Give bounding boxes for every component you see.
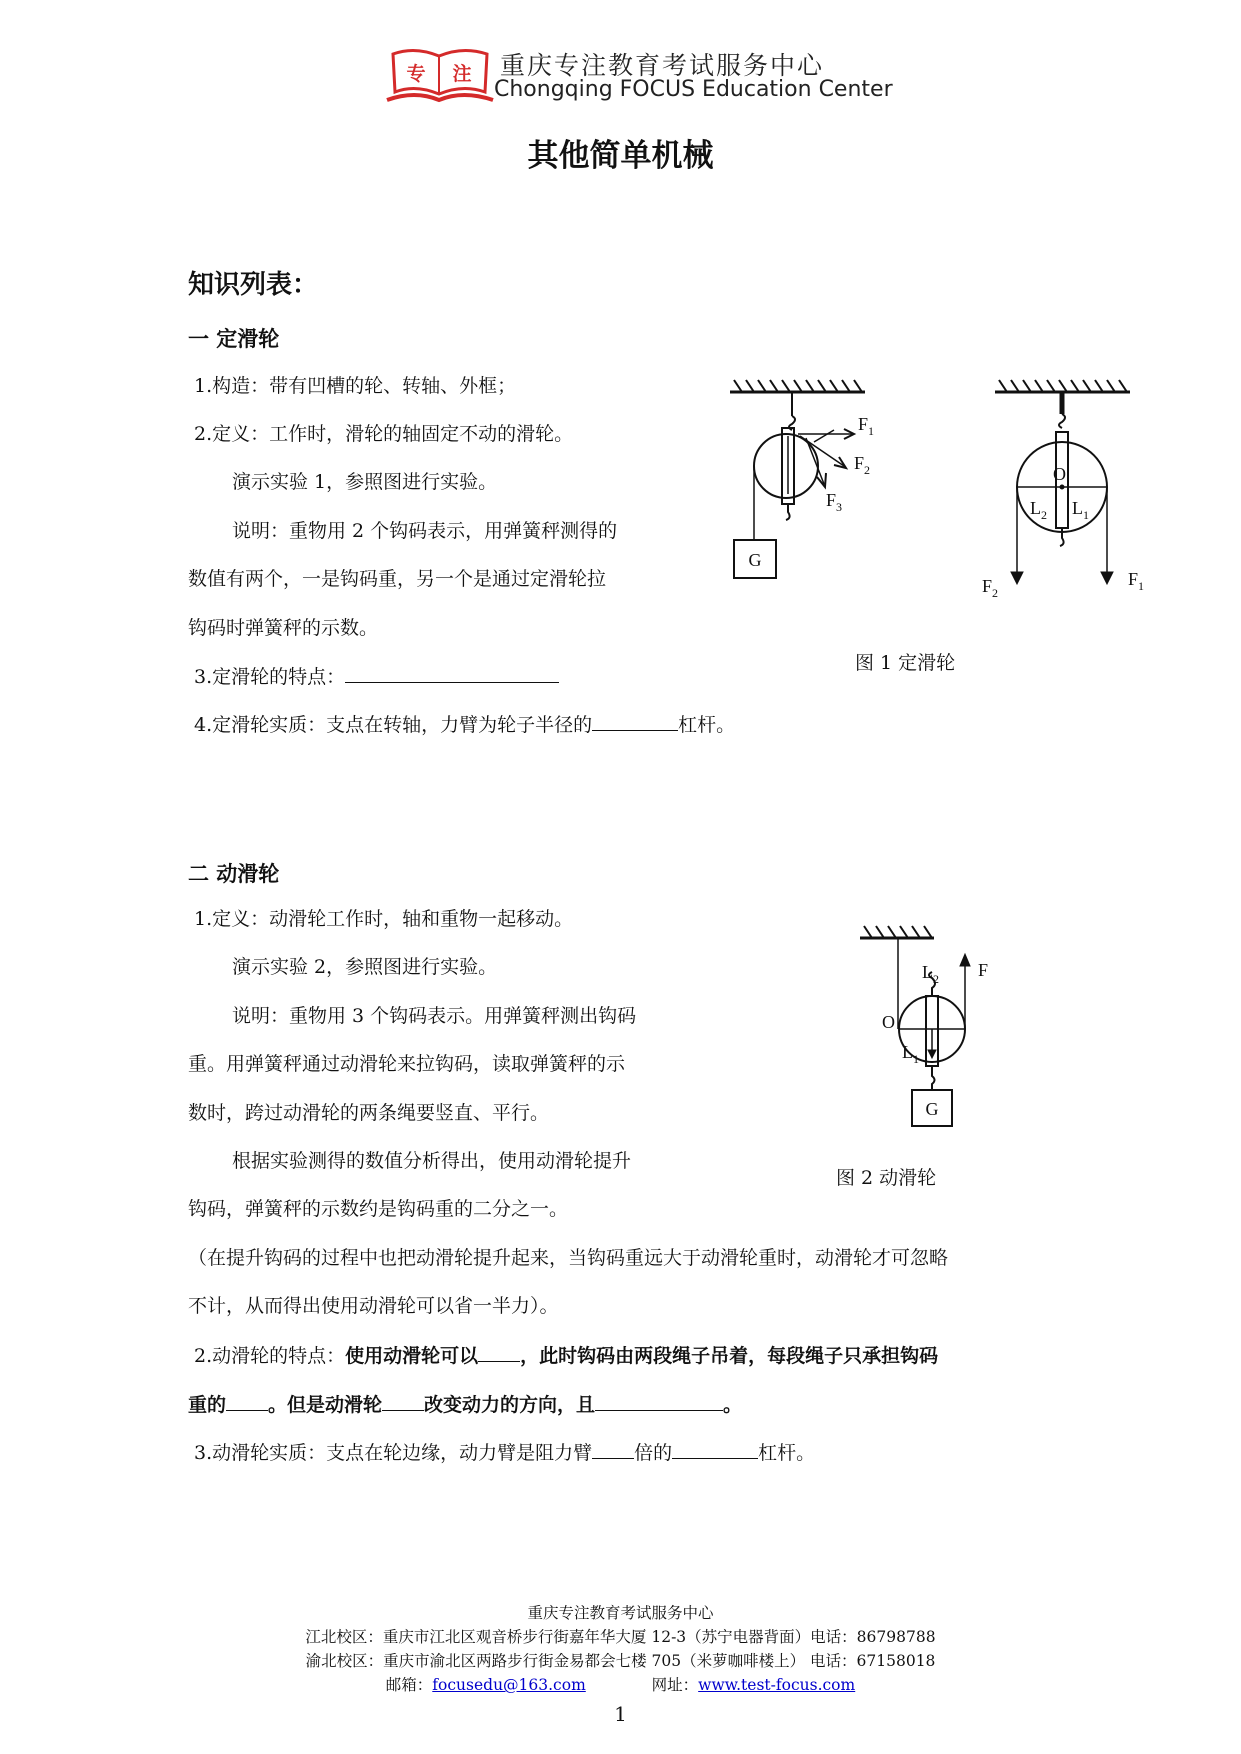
logo-glyph-1: 专 [406, 63, 426, 85]
svg-text:F2: $F_2$ [982, 576, 999, 600]
fill-blank[interactable] [345, 664, 559, 683]
svg-text:L2: $L_2$ [922, 962, 939, 986]
figure-2-movable-pulley [850, 916, 1010, 1136]
logo-glyph-2: 注 [452, 63, 472, 85]
fixed-pulley-heading: 一 定滑轮 [188, 327, 280, 351]
ceiling-right [995, 380, 1130, 392]
footer-campus-jiangbei: 江北校区：重庆市江北区观音桥步行街嘉年华大厦 12-3（苏宁电器背面）电话：86798788 [305, 1628, 936, 1646]
page-number: 1 [614, 1702, 627, 1726]
section-heading: 知识列表： [188, 270, 319, 300]
movable-line-9: 不计，从而得出使用动滑轮可以省一半力）。 [188, 1295, 559, 1317]
ceiling [860, 926, 934, 938]
footer-campus-yubei: 渝北校区：重庆市渝北区两路步行街金易都会七楼 705（米萝咖啡楼上） 电话：67158018 [305, 1652, 936, 1670]
fixed-essence-line [194, 712, 735, 737]
fixed-line-2: 2.定义：工作时，滑轮的轴固定不动的滑轮。 [194, 423, 574, 445]
movable-feature-line-1: 2.动滑轮的特点：使用动滑轮可以 ，此时钩码由两段绳子吊着，每段绳子只承担钩码 [194, 1345, 939, 1367]
fill-blank[interactable] [592, 1440, 634, 1459]
fixed-line-4: 说明：重物用 2 个钩码表示，用弹簧秤测得的 [232, 520, 618, 542]
svg-text:O: O [882, 1012, 895, 1032]
movable-feature-line-2: 重的 。但是动滑轮 改变动力的方向，且 。 [188, 1394, 743, 1416]
svg-text:O: O [1053, 464, 1066, 484]
movable-essence-prefix: 3.动滑轮实质：支点在轮边缘，动力臂是阻力臂 [194, 1442, 593, 1464]
movable-line-8: （在提升钩码的过程中也把动滑轮提升起来，当钩码重远大于动滑轮重时，动滑轮才可忽略 [188, 1247, 949, 1269]
figure-1-fixed-pulley [720, 370, 1180, 610]
movable-pulley-heading: 二 动滑轮 [188, 862, 280, 886]
movable-line-4: 重。用弹簧秤通过动滑轮来拉钩码，读取弹簧秤的示 [188, 1053, 626, 1075]
logo [385, 44, 495, 108]
svg-text:L1: $L_1$ [902, 1042, 919, 1066]
fixed-feature-line [194, 664, 559, 689]
fixed-feature-label: 3.定滑轮的特点： [194, 666, 346, 688]
svg-text:F: F [978, 960, 989, 980]
movable-line-5: 数时，跨过动滑轮的两条绳要竖直、平行。 [188, 1102, 550, 1124]
footer-contact: 邮箱：focusedu@163.com 网址：www.test-focus.com [385, 1676, 856, 1694]
svg-text:F1: $F_1$ [1128, 569, 1145, 593]
fill-blank[interactable] [672, 1440, 758, 1459]
website-link[interactable]: www.test-focus.com [698, 1676, 856, 1694]
svg-text:F3: $F_3$ [826, 490, 843, 514]
movable-essence-line: 3.动滑轮实质：支点在轮边缘，动力臂是阻力臂 倍的 杠杆。 [194, 1442, 816, 1464]
movable-line-2: 演示实验 2，参照图进行实验。 [232, 956, 498, 978]
logo-book-icon [385, 44, 495, 104]
movable-line-1: 1.定义：动滑轮工作时，轴和重物一起移动。 [194, 908, 574, 930]
fixed-essence-prefix: 4.定滑轮实质：支点在转轴，力臂为轮子半径的 [194, 714, 593, 736]
fill-blank[interactable] [382, 1392, 424, 1411]
figure-1-caption: 图 1 定滑轮 [855, 652, 956, 674]
fixed-line-6: 钩码时弹簧秤的示数。 [188, 617, 379, 639]
fill-blank[interactable] [478, 1343, 520, 1362]
fill-blank[interactable] [595, 1392, 723, 1411]
fixed-essence-suffix: 杠杆。 [678, 714, 736, 736]
weight-label: G [925, 1099, 939, 1119]
org-name-cn: 重庆专注教育考试服务中心 [500, 51, 825, 80]
fill-blank[interactable] [592, 712, 678, 731]
footer-org: 重庆专注教育考试服务中心 [527, 1604, 714, 1622]
force-arrows-left [798, 429, 854, 487]
email-link[interactable]: focusedu@163.com [432, 1676, 586, 1694]
weight-label: G [748, 550, 762, 570]
fill-blank[interactable] [226, 1392, 268, 1411]
page-title: 其他简单机械 [527, 138, 714, 174]
svg-text:F2: $F_2$ [854, 453, 871, 477]
fixed-line-5: 数值有两个，一是钩码重，另一个是通过定滑轮拉 [188, 568, 607, 590]
movable-line-6: 根据实验测得的数值分析得出，使用动滑轮提升 [232, 1150, 632, 1172]
movable-line-3: 说明：重物用 3 个钩码表示。用弹簧秤测出钩码 [232, 1005, 637, 1027]
fixed-line-1: 1.构造：带有凹槽的轮、转轴、外框； [194, 375, 517, 397]
figure-2-caption: 图 2 动滑轮 [836, 1167, 937, 1189]
svg-text:L1: $L_1$ [1072, 498, 1089, 522]
svg-text:L2: $L_2$ [1030, 498, 1047, 522]
movable-line-7: 钩码，弹簧秤的示数约是钩码重的二分之一。 [188, 1198, 569, 1220]
org-name-en: Chongqing FOCUS Education Center [494, 77, 893, 102]
movable-feature-label: 2.动滑轮的特点： [194, 1345, 346, 1367]
ceiling-left [730, 380, 865, 392]
svg-text:F1: $F_1$ [858, 414, 875, 438]
fixed-line-3: 演示实验 1，参照图进行实验。 [232, 471, 498, 493]
